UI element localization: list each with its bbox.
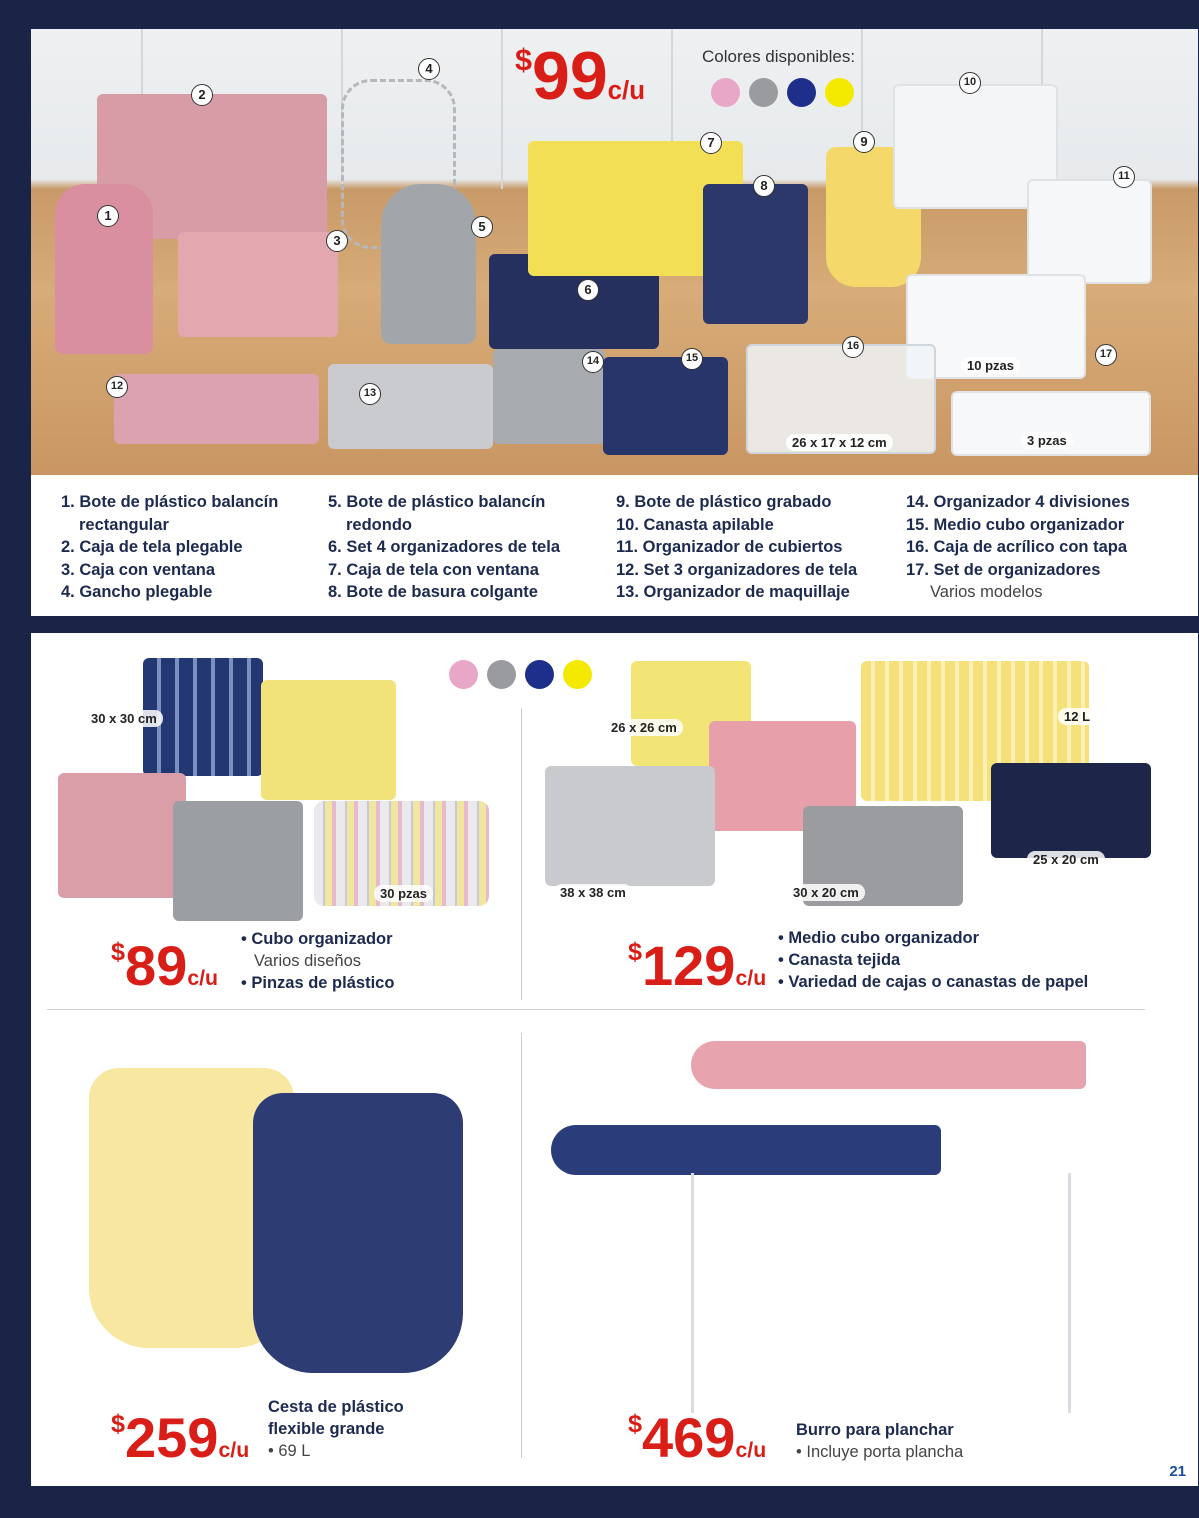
desc-variedad-cajas: • Variedad de cajas o canastas de papel: [778, 973, 1089, 991]
marker-10: 10: [959, 72, 981, 94]
legend-item-12: 12. Set 3 organizadores de tela: [616, 560, 858, 579]
baskets-description: [778, 927, 1088, 993]
legend-item-9: 9. Bote de plástico grabado: [616, 493, 832, 511]
legend-column-4: [906, 491, 1130, 604]
cube-pink: [58, 773, 186, 898]
color-swatches-bottom: [449, 660, 601, 694]
swatch-yellow: [825, 78, 854, 107]
basket-navy-woven: [991, 763, 1151, 858]
desc-69l: • 69 L: [268, 1442, 311, 1460]
marker-7: 7: [700, 132, 722, 154]
legend-item-1-cont: rectangular: [79, 515, 169, 534]
product-5-round-bin: [381, 184, 476, 344]
dim-25x20: 25 x 20 cm: [1027, 851, 1105, 868]
bottom-offer-panel: [31, 633, 1198, 1486]
legend-item-3: 3. Caja con ventana: [61, 560, 216, 579]
dim-12l: 12 L: [1058, 708, 1096, 725]
swatch-pink: [711, 78, 740, 107]
legend-item-10: 10. Canasta apilable: [616, 515, 774, 534]
product-scene: [31, 29, 1198, 475]
legend-item-1: 1. Bote de plástico balancín: [61, 493, 279, 511]
legend-item-16: 16. Caja de acrílico con tapa: [906, 538, 1128, 556]
tag-dimensions-16: 26 x 17 x 12 cm: [786, 434, 893, 451]
laundry-basket-navy: [253, 1093, 463, 1373]
cubes-description: [241, 928, 394, 994]
legend-item-5: 5. Bote de plástico balancín: [328, 493, 546, 511]
desc-cesta-plastico: Cesta de plástico: [268, 1398, 404, 1416]
desc-varios-disenos: Varios diseños: [254, 952, 362, 970]
ironing-board-blue: [551, 1125, 941, 1175]
dim-26x26: 26 x 26 cm: [605, 719, 683, 736]
product-11-cutlery-organizer: [1027, 179, 1152, 284]
legend-item-7: 7. Caja de tela con ventana: [328, 560, 539, 579]
legend-item-5-cont: redondo: [346, 515, 412, 534]
desc-porta-plancha: • Incluye porta plancha: [796, 1443, 964, 1461]
swatch-blue: [525, 660, 554, 689]
legend-item-11: 11. Organizador de cubiertos: [616, 538, 843, 556]
desc-canasta-tejida: • Canasta tejida: [778, 951, 901, 969]
swatch-gray: [487, 660, 516, 689]
product-15-half-cube: [603, 357, 728, 455]
cube-gray: [173, 801, 303, 921]
desc-flexible-grande: flexible grande: [268, 1420, 385, 1438]
marker-15: 15: [681, 348, 703, 370]
dim-30-pzas: 30 pzas: [374, 885, 433, 902]
marker-6: 6: [577, 279, 599, 301]
tag-10-pzas: 10 pzas: [961, 357, 1020, 374]
cube-yellow: [261, 680, 396, 800]
swatch-pink: [449, 660, 478, 689]
ironing-description: [796, 1419, 963, 1463]
marker-4: 4: [418, 58, 440, 80]
legend-column-3: [616, 491, 857, 604]
legend-item-4: 4. Gancho plegable: [61, 583, 213, 601]
price-469: $469c/u: [628, 1406, 767, 1469]
legend-item-17-sub: Varios modelos: [930, 583, 1043, 601]
product-12-fabric-set: [114, 374, 319, 444]
divider-horizontal: [47, 1009, 1145, 1010]
price-89: $89c/u: [111, 934, 219, 997]
price-129: $129c/u: [628, 934, 767, 997]
legend-item-14: 14. Organizador 4 divisiones: [906, 493, 1130, 511]
legend-item-8: 8. Bote de basura colgante: [328, 583, 538, 601]
marker-16: 16: [842, 336, 864, 358]
dim-30x30: 30 x 30 cm: [85, 710, 163, 727]
marker-8: 8: [753, 175, 775, 197]
legend-item-6: 6. Set 4 organizadores de tela: [328, 538, 560, 556]
laundry-description: [268, 1396, 404, 1462]
marker-9: 9: [853, 131, 875, 153]
legend-item-17: 17. Set de organizadores: [906, 560, 1101, 579]
legend-item-13: 13. Organizador de maquillaje: [616, 583, 850, 601]
price-259: $259c/u: [111, 1406, 250, 1469]
legend-column-1: [61, 491, 278, 604]
colors-available-label: Colores disponibles:: [702, 47, 856, 66]
top-offer-panel: [31, 29, 1198, 616]
price-99: $99c/u: [515, 38, 645, 114]
swatch-yellow: [563, 660, 592, 689]
desc-cubo-organizador: • Cubo organizador: [241, 930, 393, 948]
desc-medio-cubo: • Medio cubo organizador: [778, 929, 980, 947]
marker-12: 12: [106, 376, 128, 398]
marker-11: 11: [1113, 166, 1135, 188]
dim-38x38: 38 x 38 cm: [554, 884, 632, 901]
tag-3-pzas: 3 pzas: [1021, 432, 1073, 449]
legend-item-2: 2. Caja de tela plegable: [61, 538, 243, 556]
ironing-board-pink: [691, 1041, 1086, 1089]
desc-pinzas: • Pinzas de plástico: [241, 974, 395, 992]
dim-30x20: 30 x 20 cm: [787, 884, 865, 901]
marker-14: 14: [582, 351, 604, 373]
product-3-window-box: [178, 232, 338, 337]
legend-column-2: [328, 491, 560, 604]
legend-item-15: 15. Medio cubo organizador: [906, 515, 1125, 534]
divider-vertical-top: [521, 708, 522, 1000]
ironing-board-legs: [691, 1173, 1071, 1413]
product-8-hanging-bin: [703, 184, 808, 324]
page-number: 21: [1169, 1463, 1186, 1480]
desc-burro-planchar: Burro para planchar: [796, 1421, 954, 1439]
color-swatches: [711, 78, 863, 112]
marker-2: 2: [191, 84, 213, 106]
product-13-makeup-organizer: [328, 364, 493, 449]
half-cube-gray: [545, 766, 715, 886]
divider-vertical-bottom: [521, 1033, 522, 1458]
marker-5: 5: [471, 216, 493, 238]
marker-1: 1: [97, 205, 119, 227]
marker-13: 13: [359, 383, 381, 405]
marker-17: 17: [1095, 344, 1117, 366]
marker-3: 3: [326, 230, 348, 252]
swatch-gray: [749, 78, 778, 107]
swatch-blue: [787, 78, 816, 107]
